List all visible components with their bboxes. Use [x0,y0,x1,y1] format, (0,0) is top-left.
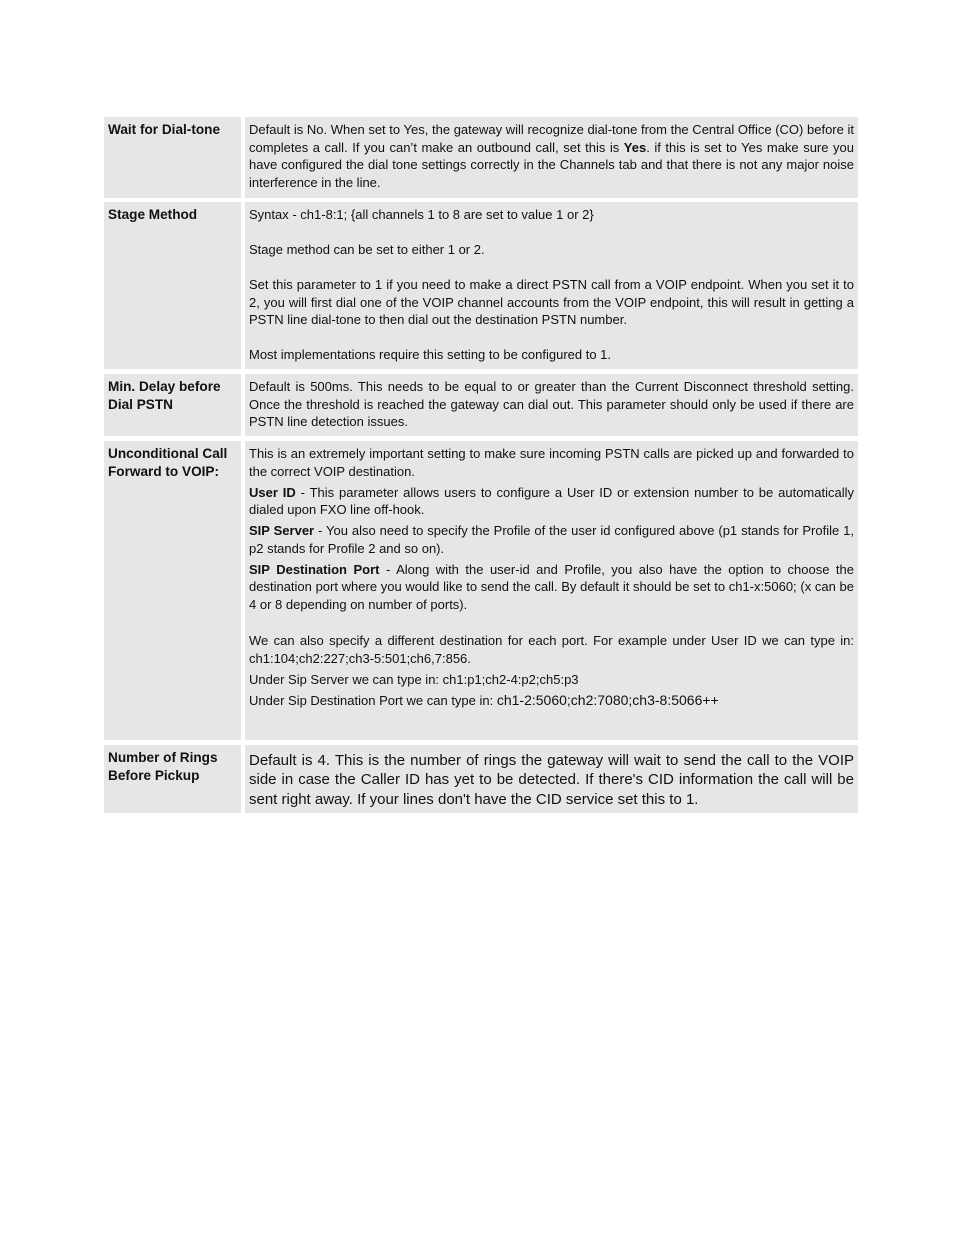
row-unconditional-call-forward [104,441,858,740]
param-description [245,441,858,740]
row-min-delay-before-dial-pstn [104,374,858,436]
param-description [245,745,858,813]
sip-destination-port-paragraph: SIP Destination Port - Along with the user-id and Profile, you also have the option to choose the destination port where you would like to send the call. By default it should be set to ch1-x:5060; (x can be 4 or 8 depending on number of ports). [249,561,855,612]
example-paragraph: We can also specify a different destination for each port. For example under User ID we can type in: ch1:104;ch2:227;ch3-5:501;ch6,7:856. [249,633,854,666]
param-label: Unconditional Call Forward to VOIP: [104,441,241,740]
syntax-text: Syntax - ch1-8:1; {all channels 1 to 8 are set to value 1 or 2} [249,207,594,222]
sip-server-paragraph: SIP Server - You also need to specify the Profile of the user id configured above (p1 stands for Profile 1, p2 stands for Profile 2 and so on). [249,523,854,556]
row-wait-for-dial-tone [104,117,858,198]
param-label: Stage Method [104,202,241,369]
param-description [245,202,858,369]
description-paragraph: This is an extremely important setting to make sure incoming PSTN calls are picked up and forwarded to the correct VOIP destination. [249,446,854,479]
example-paragraph: Under Sip Destination Port we can type in: ch1-2:5060;ch2:7080;ch3-8:5066++ [249,691,719,708]
param-label: Wait for Dial-tone [104,117,241,198]
row-number-of-rings-before-pickup [104,745,858,813]
description-paragraph: Most implementations require this setting to be configured to 1. [249,347,612,362]
param-label: Number of Rings Before Pickup [104,745,241,813]
user-id-paragraph: User ID - This parameter allows users to configure a User ID or extension number to be automatically dialed upon FXO line off-hook. [249,484,854,517]
description-paragraph: Stage method can be set to either 1 or 2. [249,242,485,257]
description-paragraph: Default is 4. This is the number of rings the gateway will wait to send the call to the VOIP side in case the Caller ID has yet to be detected. If there's CID information the call will be sent right away. If your lines don't have the CID service set this to 1. [249,752,854,808]
description-paragraph: Default is No. When set to Yes, the gateway will recognize dial-tone from the Central Office (CO) before it completes a call. If you can’t make an outbound call, set this is Yes. if this is set to Yes make sure you have configured the dial tone settings correctly in the Channels tab and that there is not any major noise interference in the line. [249,122,854,190]
param-label: Min. Delay before Dial PSTN [104,374,241,436]
row-stage-method [104,202,858,369]
param-description [245,117,858,198]
param-description [245,374,858,436]
description-paragraph: Default is 500ms. This needs to be equal to or greater than the Current Disconnect threshold setting. Once the threshold is reached the gateway can dial out. This parameter should only be used if there are PSTN line detection issues. [249,379,854,429]
description-paragraph: Set this parameter to 1 if you need to make a direct PSTN call from a VOIP endpoint. When you set it to 2, you will first dial one of the VOIP channel accounts from the VOIP endpoint, this will result in getting a PSTN line dial-tone to then dial out the destination PSTN number. [249,277,854,327]
example-paragraph: Under Sip Server we can type in: ch1:p1;ch2-4:p2;ch5:p3 [249,671,579,687]
